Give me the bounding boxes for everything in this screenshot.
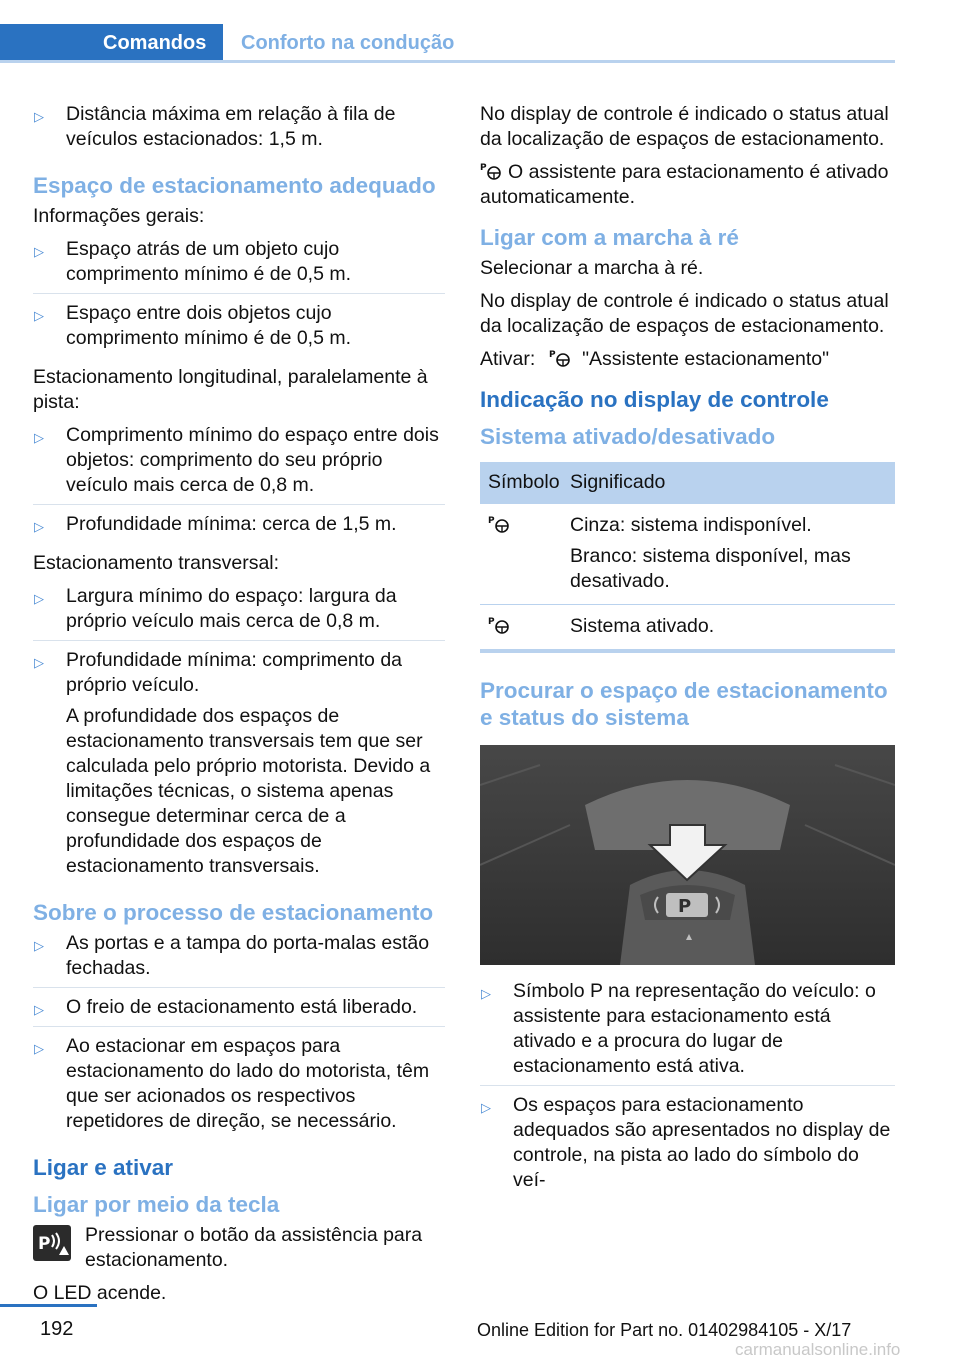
svg-text:P: P bbox=[488, 617, 495, 627]
right-column bbox=[480, 102, 895, 1207]
table-row bbox=[480, 605, 895, 649]
list-item-text: O freio de estacionamento está liberado. bbox=[66, 996, 418, 1018]
park-assist-button-icon bbox=[33, 1225, 71, 1261]
svg-text:P: P bbox=[480, 163, 487, 173]
triangle-bullet-icon: ▷ bbox=[481, 986, 491, 1001]
watermark-text: carmanualsonline.info bbox=[735, 1340, 901, 1359]
list-item-text: Símbolo P na representação do veículo: o assistente para estacionamento está ativado e a procura do lugar de estacionamento está ativa. bbox=[513, 980, 876, 1077]
table-cell: Cinza: sistema indisponível. bbox=[570, 514, 812, 536]
ativar-row bbox=[480, 347, 895, 372]
table-cell: Sistema ativado. bbox=[570, 615, 715, 637]
table-header bbox=[480, 462, 895, 504]
triangle-bullet-icon: ▷ bbox=[34, 519, 44, 534]
list-item bbox=[480, 1093, 895, 1199]
status-text: No display de controle é indicado o status atual da localização de espaços de estacionamento. bbox=[480, 103, 889, 150]
bullet-list bbox=[480, 979, 895, 1199]
table-row bbox=[480, 504, 895, 605]
park-assist-icon bbox=[549, 348, 571, 368]
re-text-2: No display de controle é indicado o status atual da localização de espaços de estacionamento. bbox=[480, 290, 889, 337]
heading-sistema: Sistema ativado/desativado bbox=[480, 424, 776, 449]
header-divider bbox=[0, 60, 895, 63]
list-item bbox=[33, 584, 445, 641]
tab-comandos[interactable]: Comandos bbox=[0, 24, 223, 62]
park-assist-icon bbox=[480, 161, 502, 181]
triangle-bullet-icon: ▷ bbox=[34, 1041, 44, 1056]
table-header-meaning: Significado bbox=[570, 471, 666, 493]
list-item bbox=[33, 931, 445, 988]
svg-text:P: P bbox=[678, 896, 692, 917]
heading-indicacao: Indicação no display de controle bbox=[480, 387, 829, 412]
heading-re: Ligar com a marcha à ré bbox=[480, 225, 739, 250]
list-item-text: Ao estacionar em espaços para estacionamento do lado do motorista, têm que ser acionados os respectivos repetidores de direção, se necessário. bbox=[66, 1035, 430, 1132]
heading-procurar: Procurar o espaço de estacionamento e status do sistema bbox=[480, 678, 888, 730]
svg-text:P: P bbox=[548, 350, 556, 360]
list-item bbox=[33, 512, 445, 543]
list-item bbox=[480, 979, 895, 1086]
park-assist-active-icon bbox=[488, 615, 510, 635]
triangle-bullet-icon: ▷ bbox=[34, 591, 44, 606]
triangle-bullet-icon: ▷ bbox=[34, 244, 44, 259]
heading-ligar: Ligar e ativar bbox=[33, 1155, 174, 1180]
longitudinal-text: Estacionamento longitudinal, paralelamente à pista: bbox=[33, 366, 428, 413]
list-item-text: Profundidade mínima: comprimento da próprio veículo. bbox=[66, 649, 403, 696]
footer-divider bbox=[0, 1304, 97, 1307]
heading-processo: Sobre o processo de estacionamento bbox=[33, 900, 434, 925]
table-cell: Branco: sistema disponível, mas desativado. bbox=[570, 545, 851, 592]
info-geral-text: Informações gerais: bbox=[33, 205, 205, 227]
symbol-table bbox=[480, 462, 895, 653]
bullet-list bbox=[33, 237, 445, 357]
bullet-list bbox=[33, 931, 445, 1140]
transversal-text: Estacionamento transversal: bbox=[33, 552, 280, 574]
list-item bbox=[33, 995, 445, 1027]
triangle-bullet-icon: ▷ bbox=[34, 430, 44, 445]
triangle-bullet-icon: ▷ bbox=[34, 655, 44, 670]
bullet-list bbox=[33, 423, 445, 543]
list-item-note: A profundidade dos espaços de estacionamento transversais tem que ser calculada pelo próprio motorista. Devido a limitações técnicas, o sistema apenas consegue determinar cerca de a profundidade dos espaços de estacionamento transversais. bbox=[66, 705, 431, 877]
bullet-list bbox=[33, 102, 445, 158]
triangle-bullet-icon: ▷ bbox=[34, 109, 44, 124]
list-item-text: Comprimento mínimo do espaço entre dois objetos: comprimento do seu próprio veículo mais cerca de 0,8 m. bbox=[66, 424, 439, 496]
ativar-value: "Assistente estacionamento" bbox=[582, 348, 830, 370]
list-item bbox=[33, 1034, 445, 1140]
list-item bbox=[33, 237, 445, 294]
parking-display-image bbox=[480, 745, 895, 965]
svg-text:P: P bbox=[488, 516, 495, 526]
list-item-text: Espaço entre dois objetos cujo comprimento mínimo é de 0,5 m. bbox=[66, 302, 352, 349]
triangle-bullet-icon: ▷ bbox=[34, 308, 44, 323]
heading-espaco: Espaço de estacionamento adequado bbox=[33, 173, 436, 198]
list-item-text: Os espaços para estacionamento adequados são apresentados no display de controle, na pista ao lado do símbolo do veí- bbox=[513, 1094, 891, 1191]
list-item-text: Largura mínimo do espaço: largura da próprio veículo mais cerca de 0,8 m. bbox=[66, 585, 397, 632]
auto-activate-row bbox=[480, 160, 895, 210]
page-header bbox=[0, 0, 895, 62]
list-item-text: Distância máxima em relação à fila de veículos estacionados: 1,5 m. bbox=[66, 103, 396, 150]
svg-text:P: P bbox=[38, 1234, 51, 1254]
ativar-label: Ativar: bbox=[480, 348, 536, 370]
list-item bbox=[33, 102, 445, 158]
tecla-text: Pressionar o botão da assistência para estacionamento. bbox=[85, 1224, 423, 1271]
auto-activate-text: O assistente para estacionamento é ativado automaticamente. bbox=[480, 161, 889, 208]
list-item-text: As portas e a tampa do porta-malas estão fechadas. bbox=[66, 932, 430, 979]
edition-text: Online Edition for Part no. 01402984105 - X/17 bbox=[477, 1320, 852, 1340]
heading-tecla: Ligar por meio da tecla bbox=[33, 1192, 280, 1217]
list-item bbox=[33, 648, 445, 885]
list-item bbox=[33, 423, 445, 505]
park-assist-gray-icon bbox=[488, 514, 510, 534]
tecla-row bbox=[33, 1223, 445, 1273]
bullet-list bbox=[33, 584, 445, 885]
left-column bbox=[33, 102, 445, 1314]
triangle-bullet-icon: ▷ bbox=[34, 938, 44, 953]
tab-conforto[interactable]: Conforto na condução bbox=[241, 32, 455, 54]
page-number: 192 bbox=[40, 1318, 74, 1340]
re-text-1: Selecionar a marcha à ré. bbox=[480, 257, 704, 279]
triangle-bullet-icon: ▷ bbox=[481, 1100, 491, 1115]
list-item-text: Espaço atrás de um objeto cujo comprimento mínimo é de 0,5 m. bbox=[66, 238, 352, 285]
list-item bbox=[33, 301, 445, 357]
triangle-bullet-icon: ▷ bbox=[34, 1002, 44, 1017]
list-item-text: Profundidade mínima: cerca de 1,5 m. bbox=[66, 513, 397, 535]
table-header-symbol: Símbolo bbox=[488, 471, 560, 493]
led-text: O LED acende. bbox=[33, 1282, 167, 1304]
